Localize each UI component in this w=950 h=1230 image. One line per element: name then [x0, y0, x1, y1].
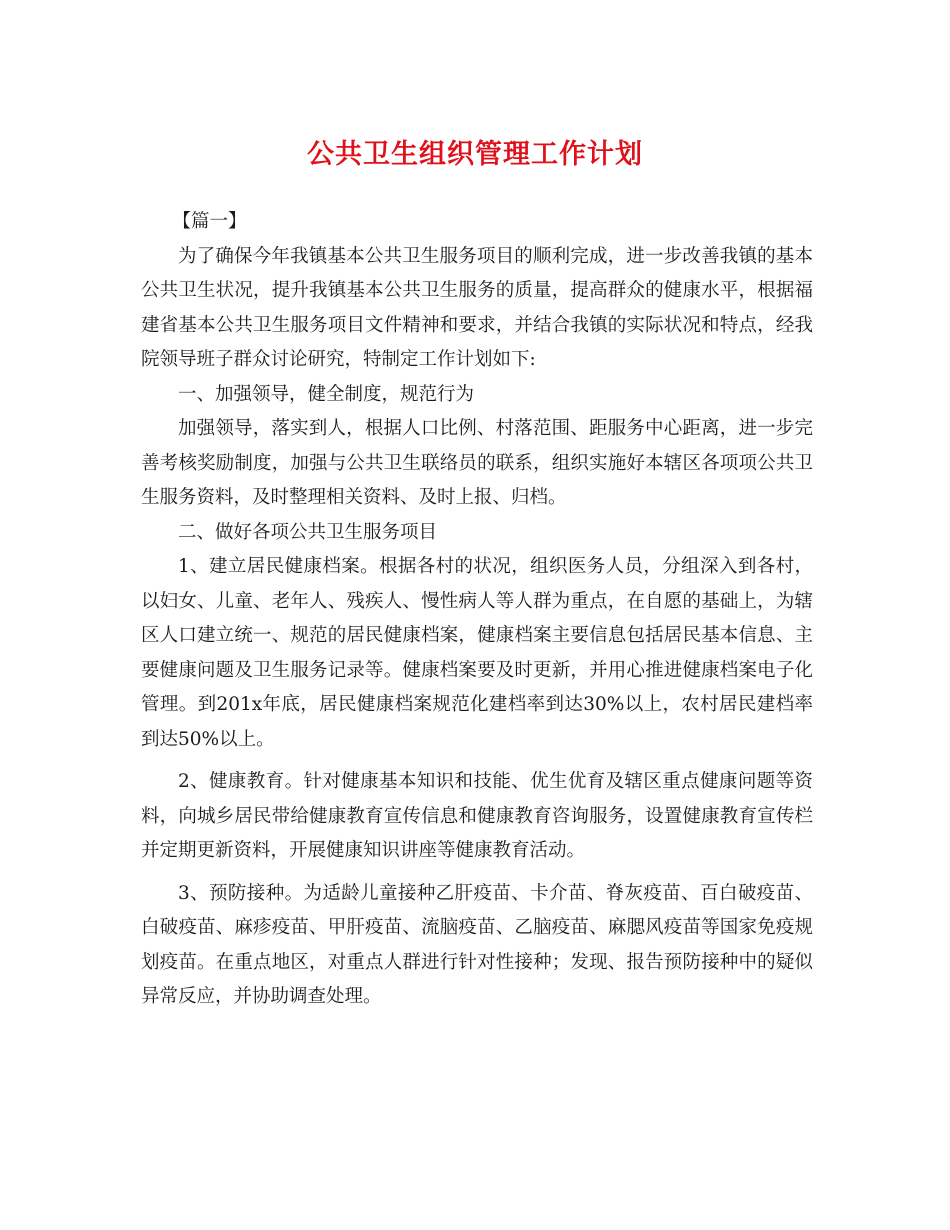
heading-one: 一、加强领导，健全制度，规范行为 [178, 383, 475, 405]
heading-two: 二、做好各项公共卫生服务项目 [178, 521, 438, 543]
paragraph-health-education: 2、健康教育。针对健康基本知识和技能、优生优育及辖区重点健康问题等资料，向城乡居民带给健康教育宣传信息和健康教育咨询服务，设置健康教育宣传栏并定期更新资料，开展健康知识讲座等健康教育活动。 [141, 771, 813, 861]
paragraph-intro: 为了确保今年我镇基本公共卫生服务项目的顺利完成，进一步改善我镇的基本公共卫生状况，提升我镇基本公共卫生服务的质量，提高群众的健康水平，根据福建省基本公共卫生服务项目文件精神和要求，并结合我镇的实际状况和特点，经我院领导班子群众讨论研究，特制定工作计划如下: [141, 245, 813, 370]
section-label: 【篇一】 [172, 211, 247, 232]
paragraph-health-records: 1、建立居民健康档案。根据各村的状况，组织医务人员，分组深入到各村，以妇女、儿童、老年人、残疾人、慢性病人等人群为重点，在自愿的基础上，为辖区人口建立统一、规范的居民健康档案，健康档案主要信息包括居民基本信息、主要健康问题及卫生服务记录等。健康档案要及时更新，并用心推进健康档案电子化管理。到201x年底，居民健康档案规范化建档率到达30%以上，农村居民建档率到达50%以上。 [141, 556, 813, 750]
paragraph-vaccination: 3、预防接种。为适龄儿童接种乙肝疫苗、卡介苗、脊灰疫苗、百白破疫苗、白破疫苗、麻疹疫苗、甲肝疫苗、流脑疫苗、乙脑疫苗、麻腮风疫苗等国家免疫规划疫苗。在重点地区，对重点人群进行针对性接种；发现、报告预防接种中的疑似异常反应，并协助调查处理。 [141, 882, 813, 1007]
document-body [141, 205, 813, 1015]
paragraph-leadership: 加强领导，落实到人，根据人口比例、村落范围、距服务中心距离，进一步完善考核奖励制度，加强与公共卫生联络员的联系，组织实施好本辖区各项项公共卫生服务资料，及时整理相关资料、及时上报、归档。 [141, 418, 813, 508]
document-title: 公共卫生组织管理工作计划 [307, 139, 643, 170]
